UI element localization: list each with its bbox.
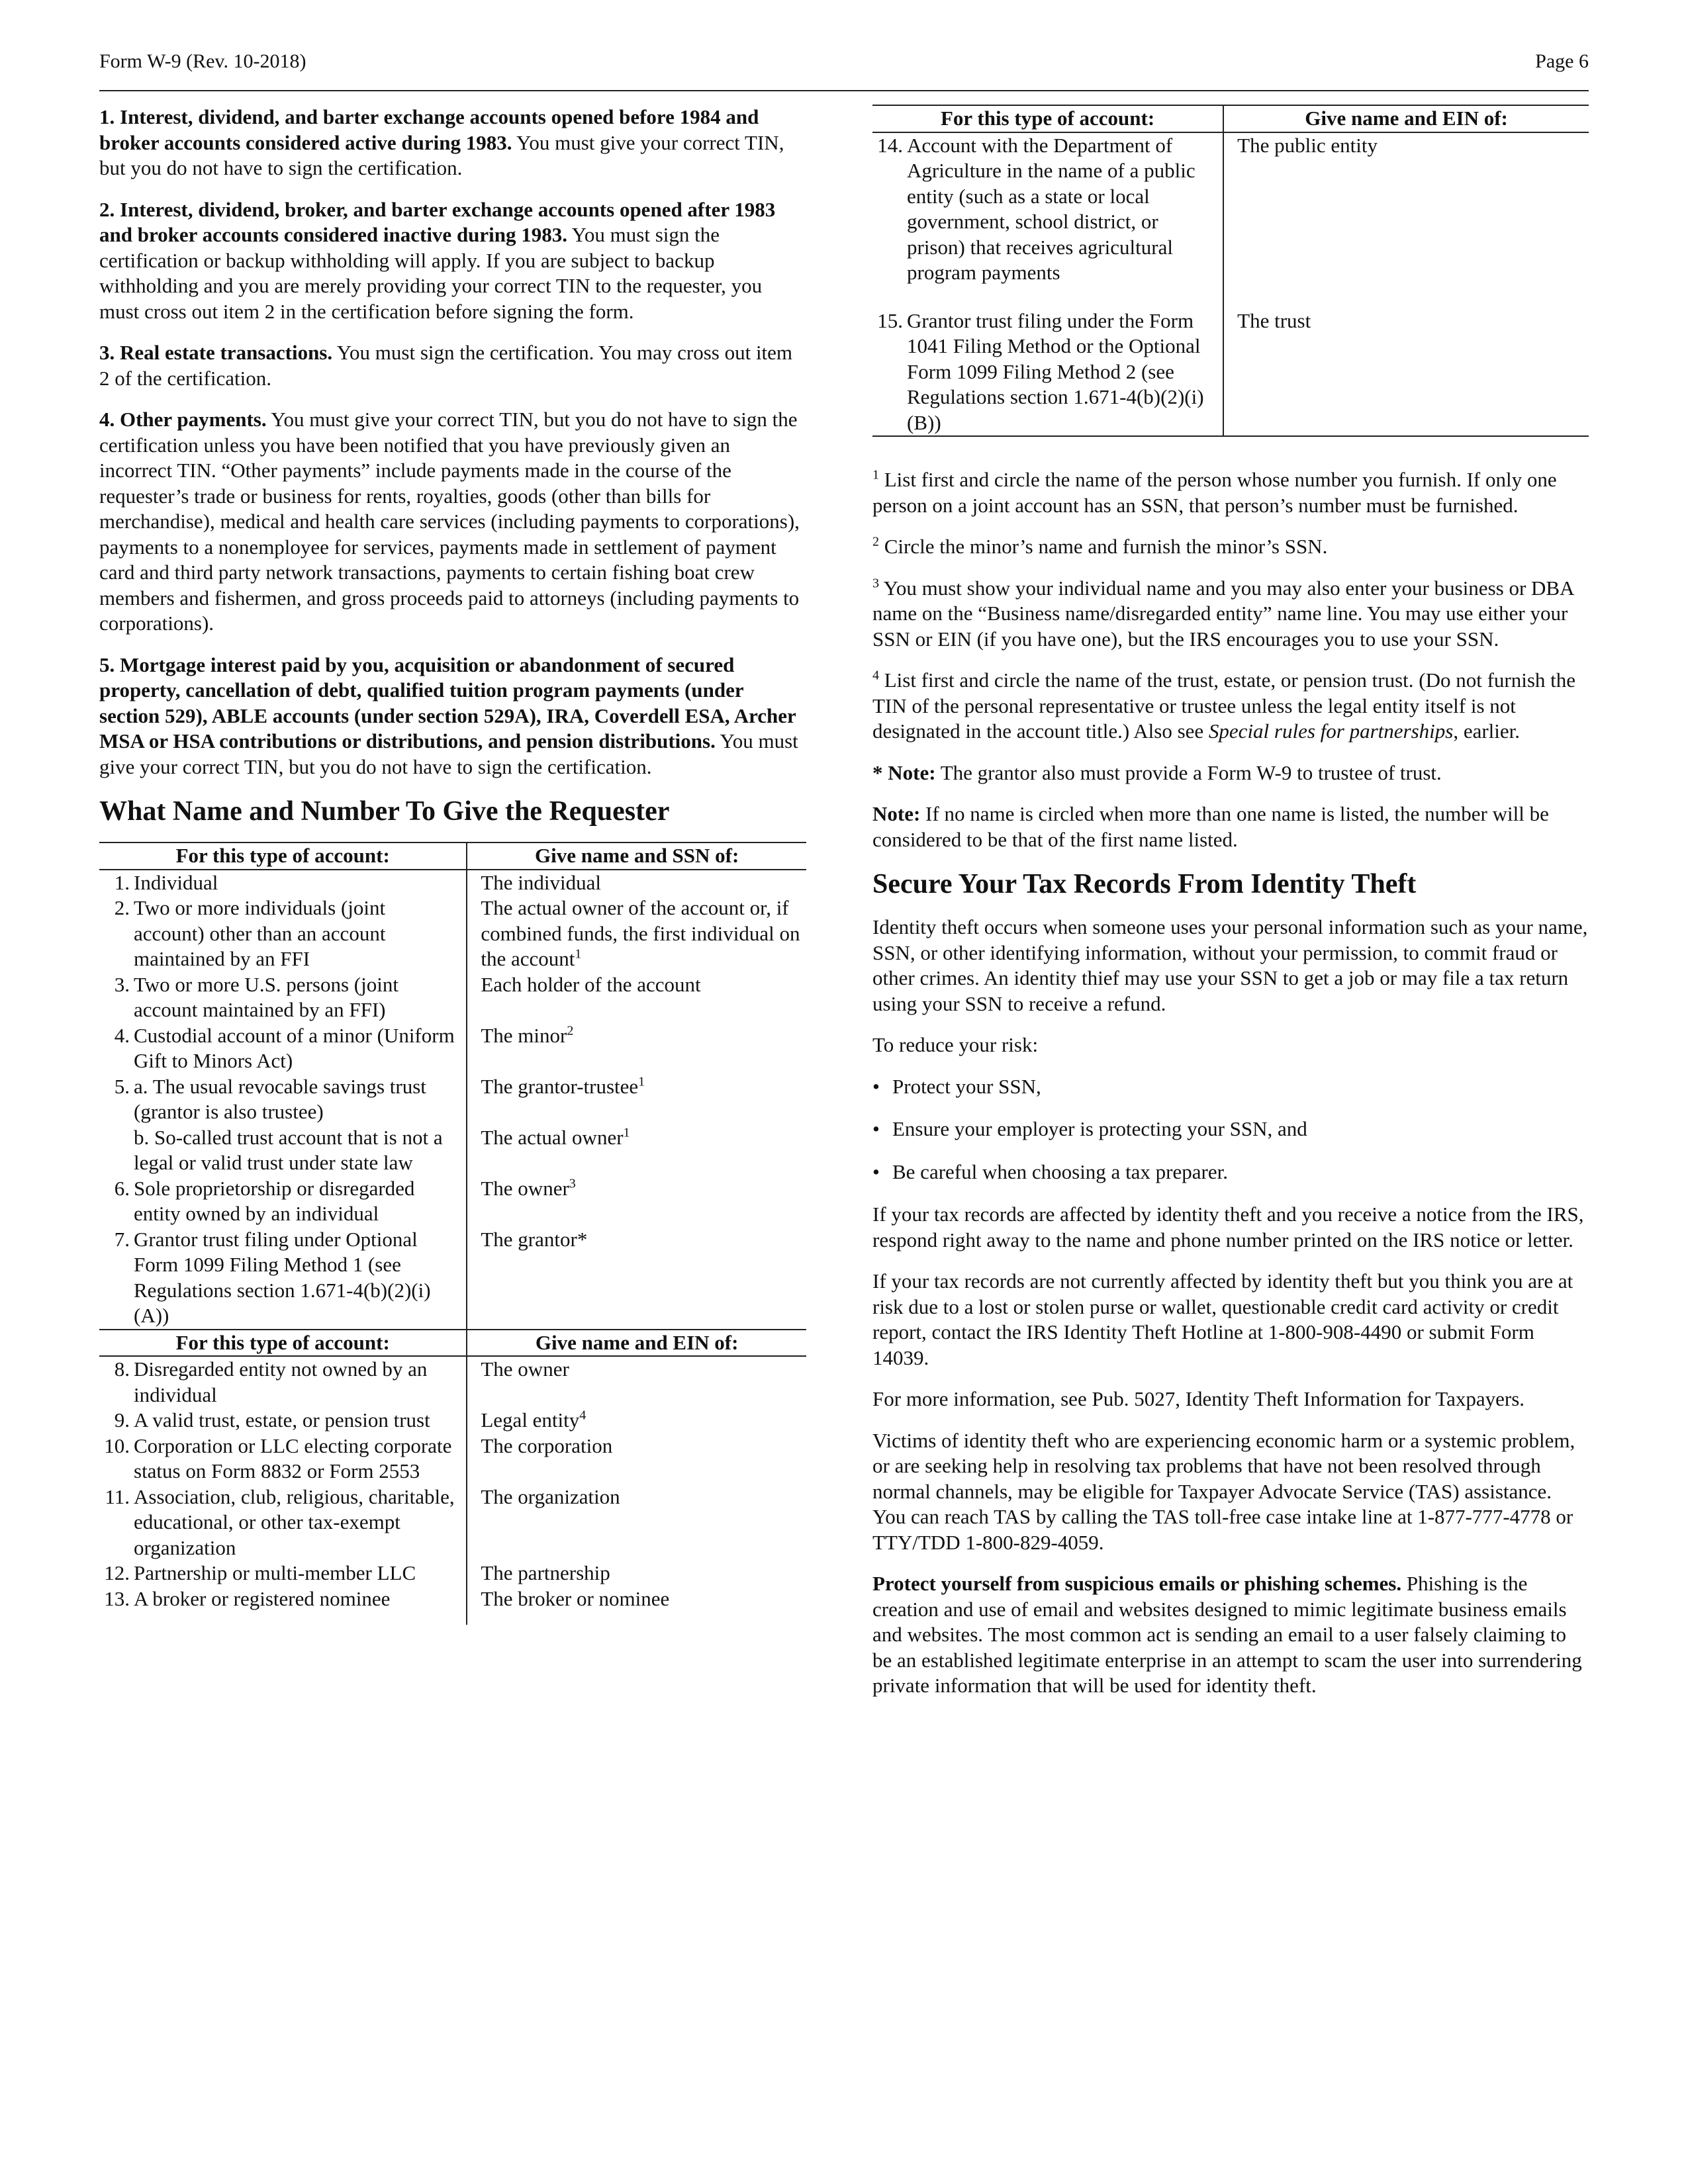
give-name-cell bbox=[467, 1408, 806, 1433]
account-type-cell bbox=[99, 1586, 467, 1625]
account-type-text: A valid trust, estate, or pension trust bbox=[134, 1408, 430, 1432]
footnote-ref: 3 bbox=[569, 1176, 576, 1191]
give-name-text: The partnership bbox=[481, 1561, 610, 1584]
footnote-ref: 1 bbox=[638, 1074, 645, 1089]
account-type-text: Corporation or LLC electing corporate status on Form 8832 or Form 2553 bbox=[134, 1433, 452, 1482]
account-type-cell bbox=[872, 308, 1223, 437]
give-name-cell bbox=[467, 1356, 806, 1408]
table-row bbox=[99, 1125, 806, 1176]
row-number: 1. bbox=[114, 870, 130, 894]
account-type-text: Account with the Department of Agriculture in the name of a public entity (such as a state or local government, school district, or prison) that receives agricultural program payments bbox=[907, 133, 1196, 284]
footnote-ref: 1 bbox=[575, 946, 582, 962]
account-type-cell bbox=[99, 1356, 467, 1408]
account-type-cell bbox=[99, 1433, 467, 1484]
give-name-text: The trust bbox=[1237, 308, 1311, 332]
row-number: 9. bbox=[114, 1408, 130, 1432]
form-id: Form W-9 (Rev. 10-2018) bbox=[99, 50, 306, 72]
ssn-table-body bbox=[99, 870, 806, 1330]
item-1: 1. Interest, dividend, and barter exchange accounts opened before 1984 and broker accounts considered active during 1983. You must give your correct TIN, but you do not have to sign the certification. bbox=[99, 105, 784, 179]
account-type-cell bbox=[99, 1408, 467, 1433]
account-type-cell bbox=[99, 895, 467, 972]
table-row bbox=[99, 1484, 806, 1561]
account-type-cell bbox=[99, 870, 467, 896]
ssn-table-header-give: Give name and SSN of: bbox=[467, 842, 806, 870]
account-type-text: Grantor trust filing under Optional Form 1099 Filing Method 1 (see Regulations section 1.671-4(b)(2)(i)(A)) bbox=[134, 1227, 431, 1327]
account-type-text: Association, club, religious, charitable, educational, or other tax-exempt organization bbox=[134, 1484, 455, 1559]
account-type-text: Custodial account of a minor (Uniform Gift to Minors Act) bbox=[134, 1023, 455, 1072]
ein-table-continued bbox=[872, 105, 1589, 437]
left-column bbox=[99, 105, 806, 1625]
table-row bbox=[99, 1433, 806, 1484]
table-row bbox=[99, 1176, 806, 1227]
item-3: 3. Real estate transactions. You must sign the certification. You may cross out item 2 of the certification. bbox=[99, 341, 793, 390]
table-row bbox=[99, 1227, 806, 1330]
ein2-header-give: Give name and EIN of: bbox=[1223, 105, 1589, 132]
give-name-text: The owner bbox=[481, 1357, 569, 1381]
account-type-text: A broker or registered nominee bbox=[134, 1586, 391, 1610]
account-type-text: Grantor trust filing under the Form 1041 Filing Method or the Optional Form 1099 Filing Method 2 (see Regulations section 1.671-4(b)(2)(i)(B)) bbox=[907, 308, 1204, 434]
give-name-text: Each holder of the account bbox=[481, 972, 701, 996]
more-info-paragraph: For more information, see Pub. 5027, Identity Theft Information for Taxpayers. bbox=[872, 1387, 1525, 1410]
row-number: 6. bbox=[114, 1176, 130, 1200]
note-circled: Note: If no name is circled when more than one name is listed, the number will be considered to be that of the first name listed. bbox=[872, 802, 1549, 851]
give-name-cell bbox=[467, 1125, 806, 1176]
row-number: 3. bbox=[114, 972, 130, 996]
give-name-text: The owner bbox=[481, 1176, 569, 1200]
footnote-1: $^1$ List first and circle the name of the person whose number you furnish. If only one person on a joint account has an SSN, that person’s number must be furnished. bbox=[872, 467, 1557, 517]
account-type-text: Two or more U.S. persons (joint account maintained by an FFI) bbox=[134, 972, 399, 1021]
account-type-text: b. So-called trust account that is not a legal or valid trust under state law bbox=[134, 1125, 443, 1174]
give-name-cell bbox=[1223, 308, 1589, 437]
bullet-protect-ssn: • Protect your SSN, bbox=[872, 1074, 1589, 1100]
give-name-cell bbox=[467, 972, 806, 1023]
ssn-table-header-account: For this type of account: bbox=[99, 842, 467, 870]
table-row bbox=[99, 972, 806, 1023]
item-5: 5. Mortgage interest paid by you, acquisition or abandonment of secured property, cancellation of debt, qualified tuition program payments (under section 529), ABLE accounts (under section 529A), IRA, Coverdell ESA, Archer MSA or HSA contributions or distributions, and pension distributions. You must give your correct TIN, but you do not have to sign the certification. bbox=[99, 653, 798, 778]
ssn-table bbox=[99, 842, 806, 1625]
row-number: 4. bbox=[114, 1023, 130, 1047]
section-heading-identity-theft: Secure Your Tax Records From Identity Theft bbox=[872, 869, 1417, 899]
ein2-header-account: For this type of account: bbox=[872, 105, 1223, 132]
give-name-text: The actual owner of the account or, if combined funds, the first individual on the account bbox=[481, 896, 800, 970]
account-type-text: Disregarded entity not owned by an individual bbox=[134, 1357, 428, 1406]
give-name-text: The public entity bbox=[1237, 133, 1378, 157]
account-type-cell bbox=[99, 1125, 467, 1176]
row-number: 11. bbox=[105, 1484, 130, 1508]
footnote-4: $^4$ List first and circle the name of the trust, estate, or pension trust. (Do not furnish the TIN of the personal representative or trustee unless the legal entity itself is not designated in the account title.) Also see Special rules for partnerships, earlier. bbox=[872, 668, 1576, 743]
row-number: 5. bbox=[114, 1074, 130, 1098]
give-name-cell bbox=[467, 1023, 806, 1074]
note-grantor: * Note: The grantor also must provide a Form W-9 to trustee of trust. bbox=[872, 760, 1442, 784]
table-row bbox=[872, 308, 1589, 437]
give-name-text: The actual owner bbox=[481, 1125, 624, 1149]
reduce-risk-label: To reduce your risk: bbox=[872, 1033, 1039, 1056]
give-name-text: The individual bbox=[481, 870, 602, 894]
account-type-cell bbox=[99, 1023, 467, 1074]
account-type-text: Two or more individuals (joint account) other than an account maintained by an FFI bbox=[134, 896, 386, 970]
table-row bbox=[99, 1561, 806, 1586]
page-number: Page 6 bbox=[1535, 50, 1589, 72]
footnote-2: $^2$ Circle the minor’s name and furnish the minor’s SSN. bbox=[872, 534, 1328, 558]
give-name-text: The grantor* bbox=[481, 1227, 588, 1251]
give-name-cell bbox=[467, 1176, 806, 1227]
row-number: 15. bbox=[877, 308, 903, 332]
account-type-cell bbox=[99, 1074, 467, 1125]
account-type-cell bbox=[99, 1484, 467, 1561]
give-name-cell bbox=[467, 1433, 806, 1484]
account-type-cell bbox=[99, 1227, 467, 1330]
account-type-cell bbox=[99, 1176, 467, 1227]
row-number: 12. bbox=[104, 1561, 130, 1584]
give-name-cell bbox=[467, 895, 806, 972]
bullet-employer: • Ensure your employer is protecting your SSN, and bbox=[872, 1116, 1589, 1142]
give-name-text: Legal entity bbox=[481, 1408, 580, 1432]
give-name-cell bbox=[467, 1484, 806, 1561]
ein-table-header-account: For this type of account: bbox=[99, 1330, 467, 1357]
account-type-text: Sole proprietorship or disregarded entity owned by an individual bbox=[134, 1176, 415, 1225]
account-type-cell bbox=[99, 972, 467, 1023]
account-type-text: a. The usual revocable savings trust (grantor is also trustee) bbox=[134, 1074, 426, 1123]
bullet-tax-preparer: • Be careful when choosing a tax preparer. bbox=[872, 1160, 1589, 1185]
account-type-cell bbox=[872, 132, 1223, 308]
account-type-text: Individual bbox=[134, 870, 218, 894]
row-number: 10. bbox=[104, 1433, 130, 1457]
give-name-cell bbox=[467, 1561, 806, 1586]
account-type-text: Partnership or multi-member LLC bbox=[134, 1561, 416, 1584]
row-number: 13. bbox=[104, 1586, 130, 1610]
ein-table-body bbox=[99, 1356, 806, 1625]
give-name-cell bbox=[1223, 132, 1589, 308]
page-header bbox=[99, 50, 1589, 77]
table-row bbox=[99, 1408, 806, 1433]
account-type-cell bbox=[99, 1561, 467, 1586]
give-name-text: The minor bbox=[481, 1023, 567, 1047]
row-number: 8. bbox=[114, 1357, 130, 1381]
table-row bbox=[99, 870, 806, 896]
table-row bbox=[99, 1023, 806, 1074]
give-name-text: The organization bbox=[481, 1484, 620, 1508]
not-affected-paragraph: If your tax records are not currently affected by identity theft but you think you are at risk due to a lost or stolen purse or wallet, questionable credit card activity or credit report, contact the IRS Identity Theft Hotline at 1-800-908-4490 or submit Form 14039. bbox=[872, 1269, 1573, 1369]
table-row bbox=[99, 1356, 806, 1408]
right-column bbox=[872, 105, 1589, 1715]
give-name-cell bbox=[467, 1074, 806, 1125]
table-row bbox=[99, 895, 806, 972]
table-row bbox=[99, 1586, 806, 1625]
item-2: 2. Interest, dividend, broker, and barter exchange accounts opened after 1983 and broker accounts considered inactive during 1983. You must sign the certification or backup withholding will apply. If you are subject to backup withholding and you are merely providing your correct TIN to the requester, you must cross out item 2 in the certification before signing the form. bbox=[99, 197, 776, 323]
give-name-text: The grantor-trustee bbox=[481, 1074, 639, 1098]
give-name-text: The corporation bbox=[481, 1433, 613, 1457]
row-number: 7. bbox=[114, 1227, 130, 1251]
table-row bbox=[99, 1074, 806, 1125]
footnote-ref: 1 bbox=[623, 1125, 630, 1140]
ein-table-header-give: Give name and EIN of: bbox=[467, 1330, 806, 1357]
footnote-ref: 4 bbox=[579, 1408, 586, 1423]
affected-records-paragraph: If your tax records are affected by identity theft and you receive a notice from the IRS, respond right away to the name and phone number printed on the IRS notice or letter. bbox=[872, 1203, 1584, 1251]
table-row bbox=[872, 132, 1589, 308]
identity-theft-intro: Identity theft occurs when someone uses your personal information such as your name, SSN, or other identifying information, without your permission, to commit fraud or other crimes. An identity thief may use your SSN to get a job or may file a tax return using your SSN to receive a refund. bbox=[872, 915, 1588, 1015]
give-name-text: The broker or nominee bbox=[481, 1586, 670, 1610]
item-4: 4. Other payments. You must give your correct TIN, but you do not have to sign the certification unless you have been notified that you have previously given an incorrect TIN. “Other payments” include payments made in the course of the requester’s trade or business for rents, royalties, goods (other than bills for merchandise), medical and health care services (including payments to corporations), payments to a nonemployee for services, payments made in settlement of payment card and third party network transactions, payments to certain fishing boat crew members and fishermen, and gross proceeds paid to attorneys (including payments to corporations). bbox=[99, 408, 800, 635]
give-name-cell bbox=[467, 1586, 806, 1625]
phishing-paragraph: Protect yourself from suspicious emails or phishing schemes. Phishing is the creation and use of email and websites designed to mimic legitimate business emails and websites. The most common act is sending an email to a user falsely claiming to be an established legitimate enterprise in an attempt to scam the user into surrendering private information that will be used for identity theft. bbox=[872, 1572, 1582, 1697]
tas-paragraph: Victims of identity theft who are experiencing economic harm or a systemic problem, or are seeking help in resolving tax problems that have not been resolved through normal channels, may be eligible for Taxpayer Advocate Service (TAS) assistance. You can reach TAS by calling the TAS toll-free case intake line at 1-877-777-4778 or TTY/TDD 1-800-829-4059. bbox=[872, 1428, 1575, 1554]
section-heading-name-number: What Name and Number To Give the Requester bbox=[99, 796, 670, 827]
footnote-ref: 2 bbox=[567, 1023, 574, 1038]
row-number: 2. bbox=[114, 896, 130, 919]
give-name-cell bbox=[467, 1227, 806, 1330]
header-rule bbox=[99, 90, 1589, 91]
ein2-table-body bbox=[872, 132, 1589, 437]
footnote-3: $^3$ You must show your individual name and you may also enter your business or DBA name on the “Business name/disregarded entity” name line. You may use either your SSN or EIN (if you have one), but the IRS encourages you to use your SSN. bbox=[872, 576, 1573, 651]
row-number: 14. bbox=[877, 133, 903, 157]
give-name-cell bbox=[467, 870, 806, 896]
